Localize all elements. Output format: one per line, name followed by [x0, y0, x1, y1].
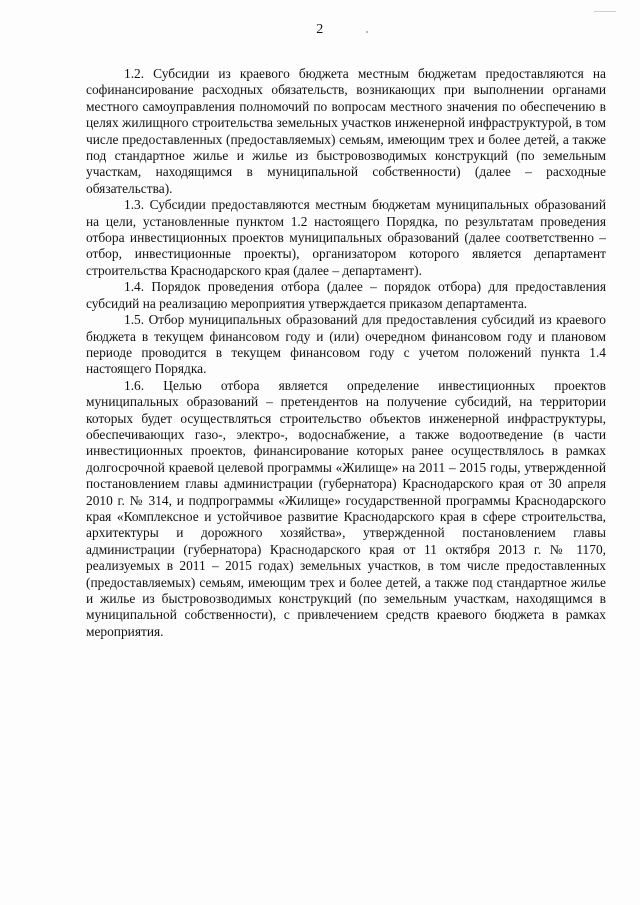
page-number: 2: [316, 22, 324, 37]
paragraph-1-2: 1.2. Субсидии из краевого бюджета местным бюджетам предоставляются на софинансирование расходных обязательств, возникающих при выполнении органами местного самоуправления полномочий по вопросам местного значения по обеспечению в целях жилищного строительства земельных участков инженерной инфраструктурой, в том числе предоставленных (предоставляемых) семьям, имеющим трех и более детей, а также под стандартное жилье и жилье из быстровозводимых конструкций (по земельным участкам, находящимся в муниципальной собственности) (далее – расходные обязательства).: [86, 66, 606, 196]
paragraph-1-5: 1.5. Отбор муниципальных образований для предоставления субсидий из краевого бюджета в текущем финансовом году и (или) очередном финансовом году и плановом периоде проводится в текущем финансовом году с учетом положений пункта 1.4 настоящего Порядка.: [86, 312, 606, 377]
document-body: [86, 66, 606, 640]
paragraph-1-3: 1.3. Субсидии предоставляются местным бюджетам муниципальных образований на цели, установленные пунктом 1.2 настоящего Порядка, по результатам проведения отбора инвестиционных проектов муниципальных образований (далее соответственно – отбор, инвестиционные проекты), организатором которого является департамент строительства Краснодарского края (далее – департамент).: [86, 197, 606, 278]
scan-artifact-line: [594, 11, 616, 12]
paragraph-1-4: 1.4. Порядок проведения отбора (далее – порядок отбора) для предоставления субсидий на реализацию мероприятия утверждается приказом департамента.: [86, 279, 606, 311]
paragraph-1-6: 1.6. Целью отбора является определение инвестиционных проектов муниципальных образований – претендентов на получение субсидий, на территории которых будет осуществляться строительство объектов инженерной инфраструктуры, обеспечивающих газо-, электро-, водоснабжение, а также водоотведение (в части инвестиционных проектов, финансирование которых ранее осуществлялось в рамках долгосрочной краевой целевой программы «Жилище» на 2011 – 2015 годы, утвержденной постановлением главы администрации (губернатора) Краснодарского края от 30 апреля 2010 г. № 314, и подпрограммы «Жилище» государственной программы Краснодарского края «Комплексное и устойчивое развитие Краснодарского края в сфере строительства, архитектуры и дорожного хозяйства», утвержденной постановлением главы администрации (губернатора) Краснодарского края от 11 октября 2013 г. № 1170, реализуемых в 2011 – 2015 годах) земельных участков, в том числе предоставленных (предоставляемых) семьям, имеющим трех и более детей, а также под стандартное жилье и жилье из быстровозводимых конструкций (по земельным участкам, находящимся в муниципальной собственности), с привлечением средств краевого бюджета в рамках мероприятия.: [86, 377, 606, 639]
